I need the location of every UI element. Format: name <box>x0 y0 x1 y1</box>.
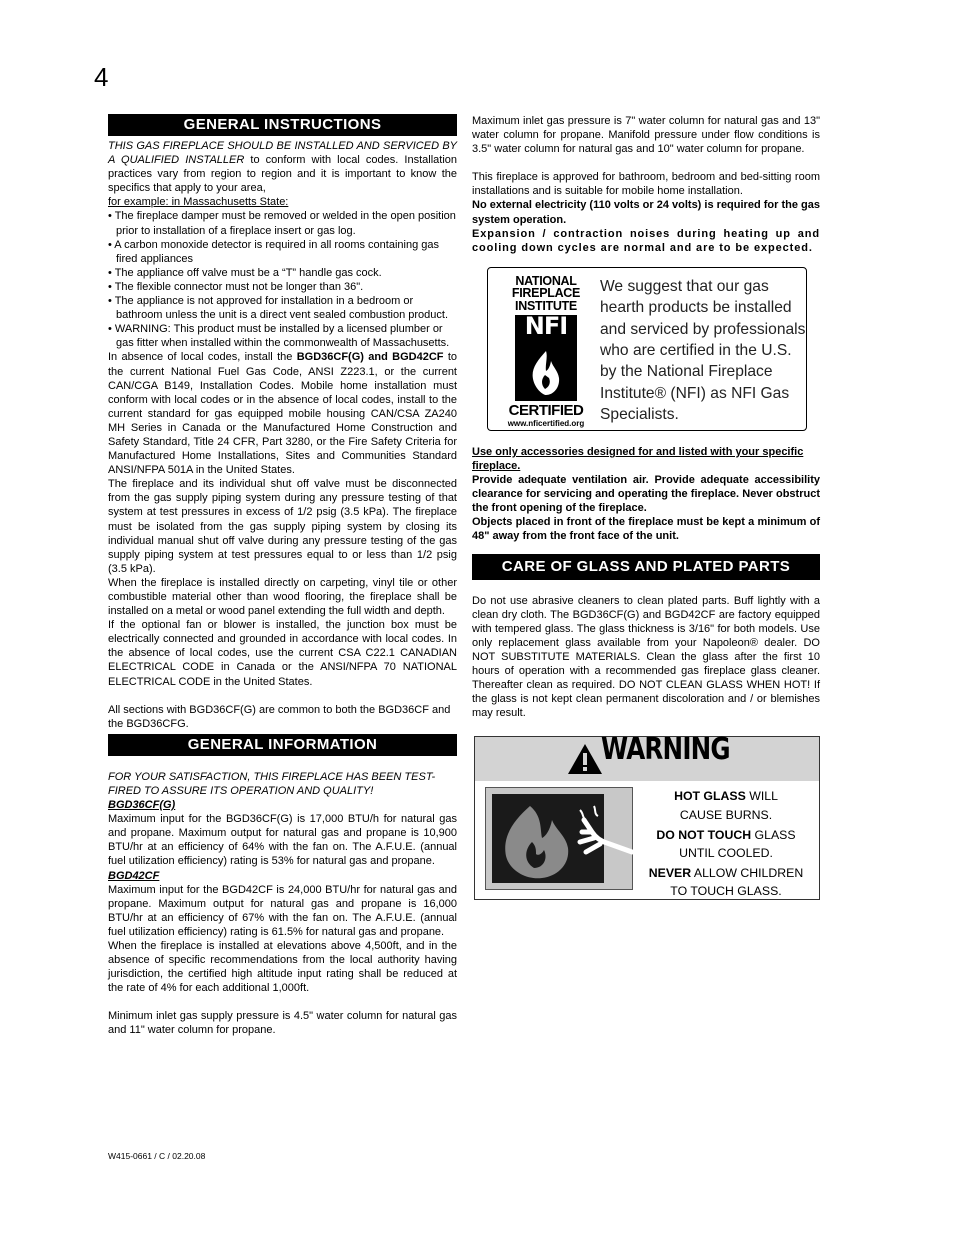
page-number: 4 <box>94 62 109 92</box>
nfi-certified-box <box>487 267 807 431</box>
massachusetts-list <box>108 209 457 350</box>
list-item: • A carbon monoxide detector is required in all rooms containing gas fired appliances <box>108 238 439 265</box>
approved-paragraph: This fireplace is approved for bathroom, bedroom and bed-sitting room installations and is suitable for mobile home installation. <box>472 171 820 198</box>
carpet-paragraph: When the fireplace is installed directly on carpeting, vinyl tile or other combustible material other than wood flooring, the fireplace shall be installed on a metal or wood panel extending the full width and depth. <box>108 576 457 618</box>
max-inlet-paragraph: Maximum inlet gas pressure is 7" water column for natural gas and 13" water column for propane. Manifold pressure under flow conditions is 3.5" water column for natural gas and 10" water column for propane. <box>472 115 820 156</box>
sections-paragraph: All sections with BGD36CF(G) are common to both the BGD36CF and the BGD36CFG. <box>108 703 451 730</box>
care-of-glass-header: CARE OF GLASS AND PLATED PARTS <box>472 554 820 580</box>
intro-paragraph <box>108 139 457 195</box>
nfi-badge: NFI <box>515 315 577 401</box>
flame-icon <box>515 315 577 401</box>
hot-glass-warning-label <box>474 732 820 900</box>
warning-word: WARNING <box>601 732 730 768</box>
list-item: • The flexible connector must not be longer than 36". <box>108 280 364 293</box>
model-42-paragraph: Maximum input for the BGD42CF is 24,000 BTU/hr for natural gas and propane. Maximum output for natural gas and propane is 16,000 BTU/hr at an efficiency of 67% with the fan on. The A.F.U.E. (annual fuel utilization efficiency) rating is 61.5% for natural gas and propane. <box>108 883 457 938</box>
list-item: • The fireplace damper must be removed or welded in the open position prior to installation of a fireplace insert or gas log. <box>108 210 456 237</box>
expansion-paragraph: Expansion / contraction noises during heating up and cooling down cycles are normal and are to be expected. <box>472 227 820 254</box>
hand-icon <box>574 804 634 874</box>
shutoff-paragraph: The fireplace and its individual shut off valve must be disconnected from the gas supply piping system during any pressure testing of that system at test pressures in excess of 1/2 psig (3.5 kPa). The fireplace must be isolated from the gas supply piping system by closing its individual manual shut off valve during any pressure testing of the gas supply piping system at test pressures equal to or less than 1/2 psig (3.5 kPa). <box>108 478 457 575</box>
list-item: • The appliance is not approved for installation in a bedroom or bathroom unless the unit is a direct vent sealed combustion product. <box>108 295 449 322</box>
list-item: • The appliance off valve must be a “T” handle gas cock. <box>108 266 382 279</box>
ventilation-paragraph: Provide adequate ventilation air. Provide adequate accessibility clearance for servicing and operating the fireplace. Never obstruct the front opening of the fireplace. <box>472 474 820 515</box>
objects-paragraph: Objects placed in front of the fireplace must be kept a minimum of 48" away from the front face of the unit. <box>472 516 820 543</box>
warning-triangle-icon <box>567 743 603 775</box>
satisfaction-paragraph: FOR YOUR SATISFACTION, THIS FIREPLACE HAS BEEN TEST-FIRED TO ASSURE ITS OPERATION AND QUALITY! <box>108 770 436 797</box>
fan-paragraph: If the optional fan or blower is installed, the junction box must be electrically connected and grounded in accordance with local codes. In the absence of local codes, use the current CSA C22.1 CANADIAN ELECTRICAL CODE in Canada or the ANSI/NFPA 70 NATIONAL ELECTRICAL CODE in the United States. <box>108 619 457 688</box>
codes-paragraph: In absence of local codes, install the BGD36CF(G) and BGD42CF to the current National Fuel Gas Code, ANSI Z223.1, or the current CAN/CGA B149, Installation Codes. Mobile home installation must conform with local codes or in the absence of local codes, install to the current standard for gas equipped mobile housing CAN/CSA ZA240 MH Series in Canada or the Manufactured Home Construction and Safety Standard, Title 24 CFR, Part 3280, or the Fire Safety Criteria for Manufactured Home Installations, Sites and Communities Standard ANSI/NFPA 501A in the United States. <box>108 351 458 477</box>
model-36-label: BGD36CF(G) <box>108 799 176 812</box>
intro-italic: THIS GAS FIREPLACE SHOULD BE INSTALLED AND SERVICED BY A QUALIFIED INSTALLER <box>108 140 457 167</box>
no-electric-paragraph: No external electricity (110 volts or 24 volts) is required for the gas system operation. <box>472 199 820 226</box>
right-column <box>472 114 820 900</box>
model-36-paragraph: Maximum input for the BGD36CF(G) is 17,000 BTU/h for natural gas and propane. Maximum output for natural gas and propane is 10,900 BTU/hr at an efficiency of 64% with the fan on. The A.F.U.E. (annual fuel utilization efficiency) rating is 53% for natural gas and propane. <box>108 813 457 868</box>
models-bold: BGD36CF(G) and BGD42CF <box>296 351 444 364</box>
model-42-label: BGD42CF <box>108 869 160 882</box>
nfi-logo: NATIONAL FIREPLACE INSTITUTE NFI CERTIFIED www.nficertified.org <box>507 273 585 429</box>
hot-glass-pictogram <box>485 787 633 890</box>
general-instructions-header: GENERAL INSTRUCTIONS <box>108 114 457 136</box>
general-information-header: GENERAL INFORMATION <box>108 734 457 756</box>
intro-rest: to conform with local codes. Installation practices vary from region to region and it is important to know the specifics that apply to your area, <box>108 154 457 195</box>
nfi-message: We suggest that our gas hearth products be installed and serviced by professionals who are certified in the U.S. by the National Fireplace Institute® (NFI) as NFI Gas Specialists. <box>600 277 806 424</box>
document-code: W415-0661 / C / 02.20.08 <box>108 1151 206 1161</box>
care-paragraph: Do not use abrasive cleaners to clean plated parts. Buff lightly with a clean dry cloth. The BGD36CF(G) and BGD42CF are factory equipped with tempered glass. The glass thickness is 3/16" for both models. Use only replacement glass available from your Napoleon® dealer. DO NOT SUBSTITUTE MATERIALS. Clean the glass after the first 10 hours of operation with a recommended gas fireplace glass cleaner. Thereafter clean as required. DO NOT CLEAN GLASS WHEN HOT! If the glass is not kept clean permanent discoloration and / or blemishes may result. <box>472 594 820 720</box>
warning-banner <box>475 732 819 781</box>
elevation-paragraph: When the fireplace is installed at elevations above 4,500ft, and in the absence of specific recommendations from the local authority having jurisdiction, the certified high altitude input rating shall be reduced at the rate of 4% for each additional 1,000ft. <box>108 939 457 995</box>
list-item: • WARNING: This product must be installed by a licensed plumber or gas fitter when installed within the commonwealth of Massachusetts. <box>108 323 450 350</box>
left-column <box>108 139 457 1038</box>
accessories-paragraph: Use only accessories designed for and listed with your specific fireplace. <box>472 445 804 472</box>
warning-text: HOT GLASS WILL CAUSE BURNS. DO NOT TOUCH GLASS UNTIL COOLED. NEVER ALLOW CHILDREN TO TOUCH GLASS. <box>648 789 804 899</box>
min-inlet-paragraph: Minimum inlet gas supply pressure is 4.5" water column for natural gas and 11" water column for propane. <box>108 1010 457 1037</box>
massachusetts-label: for example: in Massachusetts State: <box>108 196 289 209</box>
